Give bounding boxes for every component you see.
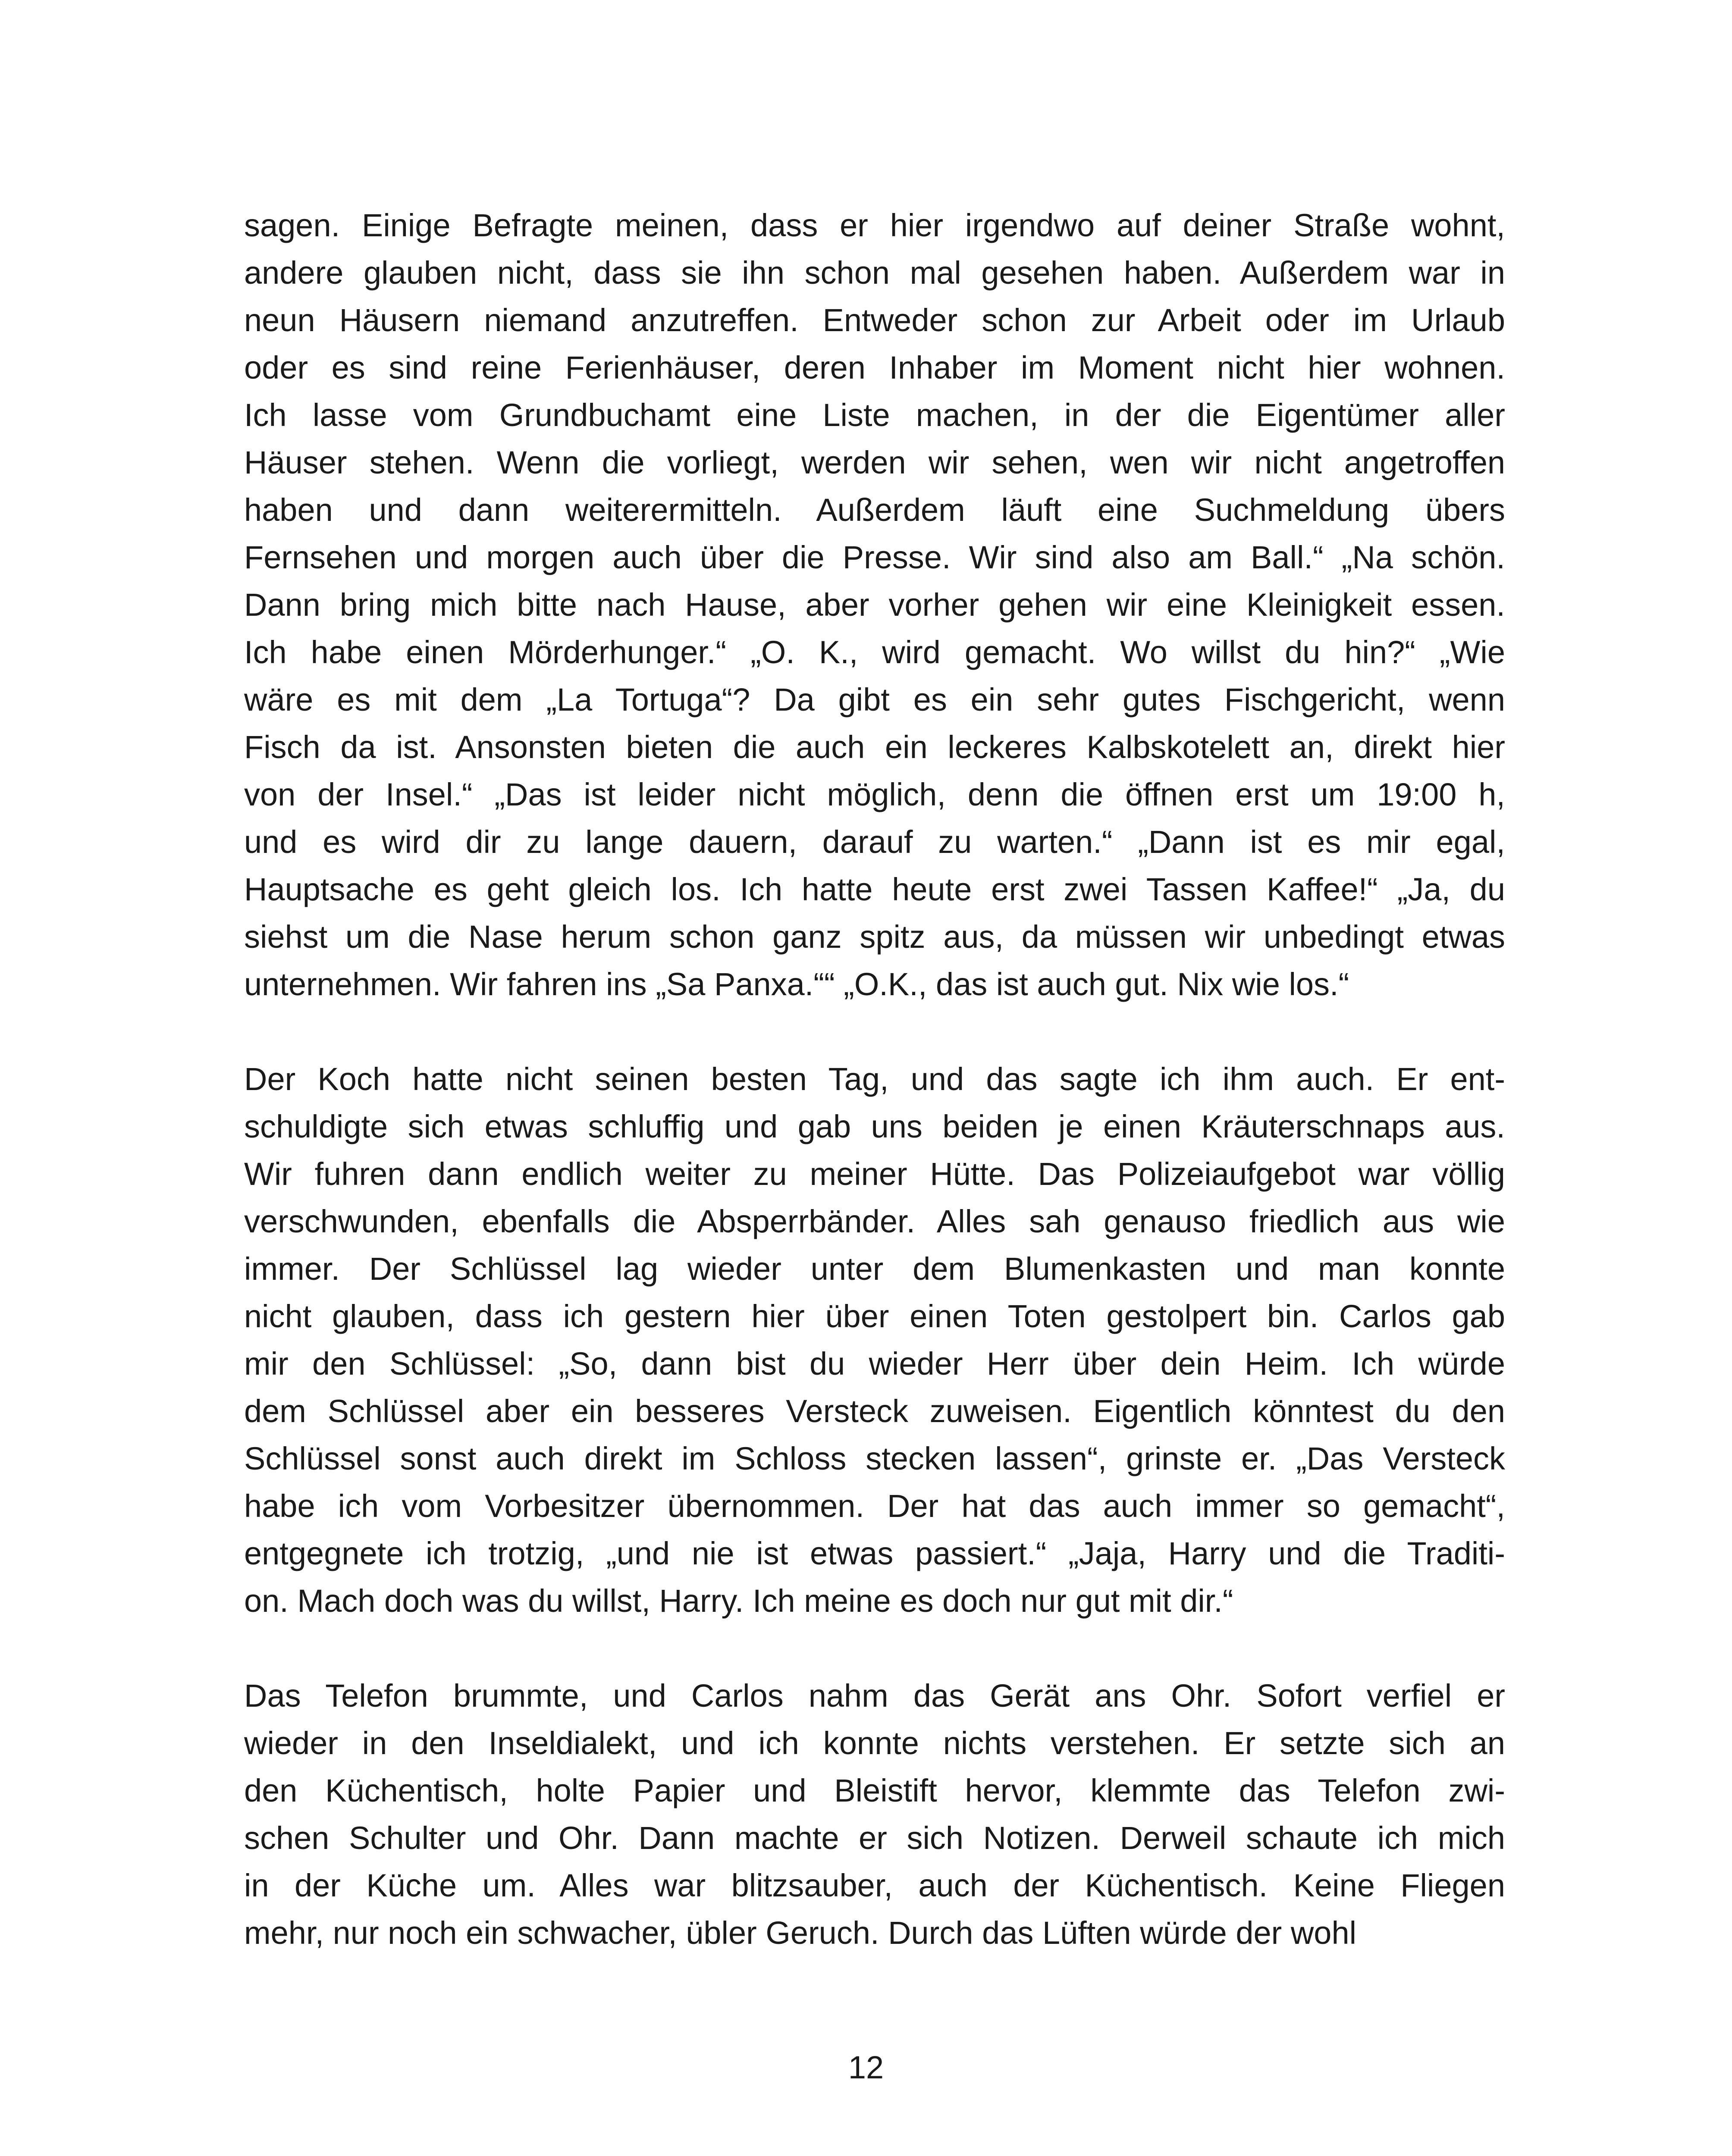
paragraph-1	[244, 202, 1505, 1008]
text-line: dem Schlüssel aber ein besseres Versteck zuweisen. Eigentlich könntest du den	[244, 1393, 1505, 1429]
paragraph-3	[244, 1672, 1505, 1957]
text-line: Ich lasse vom Grundbuchamt eine Liste machen, in der die Eigentümer aller	[244, 397, 1505, 433]
text-line: und es wird dir zu lange dauern, darauf zu warten.“ „Dann ist es mir egal,	[244, 824, 1505, 860]
paragraph-2	[244, 1056, 1505, 1625]
text-line: oder es sind reine Ferienhäuser, deren Inhaber im Moment nicht hier wohnen.	[244, 350, 1505, 385]
text-line: sagen. Einige Befragte meinen, dass er hier irgendwo auf deiner Straße wohnt,	[244, 207, 1505, 243]
text-line: wäre es mit dem „La Tortuga“? Da gibt es ein sehr gutes Fischgericht, wenn	[244, 682, 1505, 718]
text-line: in der Küche um. Alles war blitzsauber, auch der Küchentisch. Keine Fliegen	[244, 1868, 1505, 1903]
text-line: neun Häusern niemand anzutreffen. Entweder schon zur Arbeit oder im Urlaub	[244, 302, 1505, 338]
text-line: Schlüssel sonst auch direkt im Schloss stecken lassen“, grinste er. „Das Versteck	[244, 1441, 1505, 1476]
text-line: Fernsehen und morgen auch über die Presse. Wir sind also am Ball.“ „Na schön.	[244, 539, 1505, 575]
text-line: siehst um die Nase herum schon ganz spitz aus, da müssen wir unbedingt etwas	[244, 919, 1505, 955]
text-line: Wir fuhren dann endlich weiter zu meiner Hütte. Das Polizeiaufgebot war völlig	[244, 1156, 1505, 1192]
text-line: immer. Der Schlüssel lag wieder unter dem Blumenkasten und man konnte	[244, 1251, 1505, 1287]
text-line: den Küchentisch, holte Papier und Bleistift hervor, klemmte das Telefon zwi-	[244, 1773, 1505, 1808]
text-line: Dann bring mich bitte nach Hause, aber vorher gehen wir eine Kleinigkeit essen.	[244, 587, 1505, 623]
text-line: haben und dann weiterermitteln. Außerdem läuft eine Suchmeldung übers	[244, 492, 1505, 528]
text-line: unternehmen. Wir fahren ins „Sa Panxa.““ „O.K., das ist auch gut. Nix wie los.“	[244, 966, 1349, 1002]
text-line: andere glauben nicht, dass sie ihn schon mal gesehen haben. Außerdem war in	[244, 255, 1505, 291]
text-line: Der Koch hatte nicht seinen besten Tag, und das sagte ich ihm auch. Er ent-	[244, 1061, 1505, 1097]
text-line: mehr, nur noch ein schwacher, übler Geruch. Durch das Lüften würde der wohl	[244, 1915, 1357, 1951]
text-line: schuldigte sich etwas schluffig und gab uns beiden je einen Kräuterschnaps aus.	[244, 1109, 1505, 1144]
text-line: Hauptsache es geht gleich los. Ich hatte heute erst zwei Tassen Kaffee!“ „Ja, du	[244, 871, 1505, 907]
page-number: 12	[848, 2049, 884, 2085]
text-line: habe ich vom Vorbesitzer übernommen. Der hat das auch immer so gemacht“,	[244, 1488, 1505, 1524]
text-line: Das Telefon brummte, und Carlos nahm das Gerät ans Ohr. Sofort verfiel er	[244, 1678, 1505, 1714]
text-line: on. Mach doch was du willst, Harry. Ich meine es doch nur gut mit dir.“	[244, 1583, 1233, 1619]
text-line: Ich habe einen Mörderhunger.“ „O. K., wird gemacht. Wo willst du hin?“ „Wie	[244, 634, 1505, 670]
text-line: verschwunden, ebenfalls die Absperrbänder. Alles sah genauso friedlich aus wie	[244, 1203, 1505, 1239]
text-line: schen Schulter und Ohr. Dann machte er sich Notizen. Derweil schaute ich mich	[244, 1820, 1505, 1856]
text-line: mir den Schlüssel: „So, dann bist du wieder Herr über dein Heim. Ich würde	[244, 1346, 1505, 1382]
text-line: wieder in den Inseldialekt, und ich konnte nichts verstehen. Er setzte sich an	[244, 1725, 1505, 1761]
text-line: Häuser stehen. Wenn die vorliegt, werden wir sehen, wen wir nicht angetroffen	[244, 445, 1505, 480]
text-line: Fisch da ist. Ansonsten bieten die auch ein leckeres Kalbskotelett an, direkt hier	[244, 729, 1505, 765]
text-line: von der Insel.“ „Das ist leider nicht möglich, denn die öffnen erst um 19:00 h,	[244, 777, 1505, 812]
text-line: nicht glauben, dass ich gestern hier über einen Toten gestolpert bin. Carlos gab	[244, 1298, 1505, 1334]
text-line: entgegnete ich trotzig, „und nie ist etwas passiert.“ „Jaja, Harry und die Traditi-	[244, 1536, 1505, 1571]
